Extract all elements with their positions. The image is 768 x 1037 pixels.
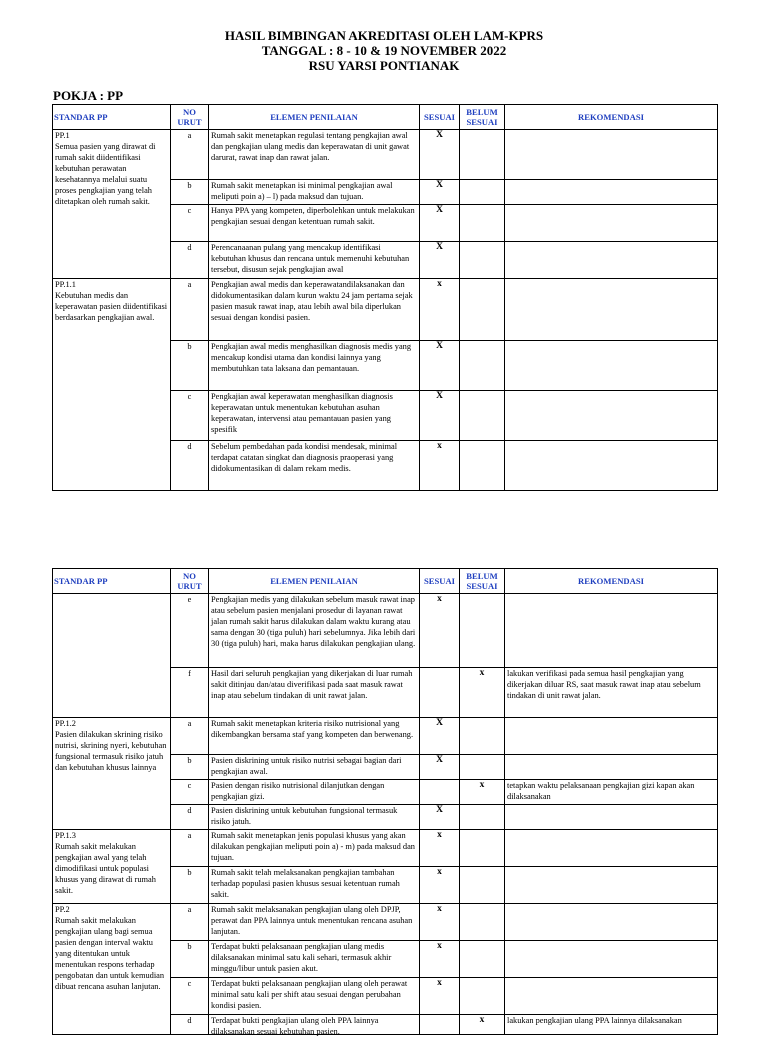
- pokja-label: POKJA : PP: [53, 88, 124, 103]
- standard-text: Kebutuhan medis dan keperawatan pasien diidentifikasi berdasarkan pengkajian awal.: [55, 291, 168, 322]
- belum-mark: x: [460, 668, 505, 718]
- no-urut: b: [171, 941, 209, 978]
- belum-mark: [460, 867, 505, 904]
- standard-cell: [53, 279, 171, 491]
- standard-code: PP.2: [55, 905, 70, 914]
- elemen-text: Pengkajian awal medis dan keperawatandilaksanakan dan didokumentasikan dalam kurun waktu 24 jam pertama sejak pasien masuk rawat inap, atau lebih awal bila diperlukan sesuai dengan kondisi pasien.: [209, 279, 420, 341]
- rekomendasi-text: [505, 242, 718, 279]
- col-no-urut: NO URUT: [171, 105, 209, 130]
- document-header: [0, 28, 768, 73]
- standard-code: PP.1: [55, 131, 70, 140]
- rekomendasi-text: [505, 594, 718, 668]
- sesuai-mark: X: [420, 180, 460, 205]
- elemen-text: Terdapat bukti pelaksanaan pengkajian ulang medis dilaksanakan minimal satu kali sehari, termasuk akhir minggu/libur untuk pasien akut.: [209, 941, 420, 978]
- elemen-text: Pasien dengan risiko nutrisional dilanjutkan dengan pengkajian gizi.: [209, 780, 420, 805]
- elemen-text: Pasien diskrining untuk risiko nutrisi sebagai bagian dari pengkajian awal.: [209, 755, 420, 780]
- elemen-text: Rumah sakit menetapkan jenis populasi khusus yang akan dilakukan pengkajian meliputi poin a) - m) pada maksud dan tujuan.: [209, 830, 420, 867]
- elemen-text: Pasien diskrining untuk kebutuhan fungsional termasuk risiko jatuh.: [209, 805, 420, 830]
- belum-mark: [460, 830, 505, 867]
- sesuai-mark: X: [420, 205, 460, 242]
- table-row: [53, 130, 718, 180]
- rekomendasi-text: [505, 755, 718, 780]
- belum-mark: [460, 130, 505, 180]
- belum-mark: [460, 941, 505, 978]
- sesuai-mark: X: [420, 130, 460, 180]
- no-urut: c: [171, 978, 209, 1015]
- rekomendasi-text: [505, 718, 718, 755]
- elemen-text: Sebelum pembedahan pada kondisi mendesak, minimal terdapat catatan singkat dan diagnosis praoperasi yang didokumentasikan di dalam rekam medis.: [209, 441, 420, 491]
- sesuai-mark: [420, 668, 460, 718]
- elemen-text: Pengkajian awal keperawatan menghasilkan diagnosis keperawatan untuk menentukan kebutuhan asuhan keperawatan, intervensi atau pemantauan pasien yang spesifik: [209, 391, 420, 441]
- belum-mark: [460, 242, 505, 279]
- sesuai-mark: x: [420, 441, 460, 491]
- col-rekomendasi: REKOMENDASI: [505, 105, 718, 130]
- standard-code: PP.1.3: [55, 831, 76, 840]
- elemen-text: Rumah sakit menetapkan regulasi tentang pengkajian awal dan pengkajian ulang medis dan keperawatan di unit gawat darurat, rawat inap dan rawat jalan.: [209, 130, 420, 180]
- table-header-row: [53, 569, 718, 594]
- sesuai-mark: X: [420, 718, 460, 755]
- no-urut: c: [171, 391, 209, 441]
- sesuai-mark: x: [420, 978, 460, 1015]
- belum-mark: [460, 279, 505, 341]
- header-hospital: RSU YARSI PONTIANAK: [308, 58, 460, 73]
- sesuai-mark: x: [420, 941, 460, 978]
- belum-mark: x: [460, 1015, 505, 1035]
- rekomendasi-text: [505, 978, 718, 1015]
- sesuai-mark: [420, 780, 460, 805]
- no-urut: b: [171, 341, 209, 391]
- no-urut: f: [171, 668, 209, 718]
- col-elemen: ELEMEN PENILAIAN: [209, 105, 420, 130]
- standard-code: PP.1.1: [55, 280, 76, 289]
- rekomendasi-text: [505, 341, 718, 391]
- table-row: [53, 904, 718, 941]
- standard-cell: [53, 830, 171, 904]
- belum-mark: [460, 205, 505, 242]
- col-belum-sesuai: BELUM SESUAI: [460, 105, 505, 130]
- sesuai-mark: x: [420, 830, 460, 867]
- standard-cell: [53, 594, 171, 718]
- elemen-text: Pengkajian awal medis menghasilkan diagnosis medis yang mencakup kondisi utama dan kondisi lainnya yang membutuhkan tata laksana dan pemantauan.: [209, 341, 420, 391]
- belum-mark: [460, 441, 505, 491]
- no-urut: d: [171, 1015, 209, 1035]
- elemen-text: Terdapat bukti pengkajian ulang oleh PPA lainnya dilaksanakan sesuai kebutuhan pasien.: [209, 1015, 420, 1035]
- sesuai-mark: X: [420, 755, 460, 780]
- standard-cell: [53, 718, 171, 830]
- col-standar: STANDAR PP: [53, 105, 171, 130]
- rekomendasi-text: [505, 205, 718, 242]
- elemen-text: Hasil dari seluruh pengkajian yang dikerjakan di luar rumah sakit ditinjau dan/atau diverifikasi pada saat masuk rawat inap atau sebelum tindakan di unit rawat jalan.: [209, 668, 420, 718]
- rekomendasi-text: [505, 391, 718, 441]
- sesuai-mark: x: [420, 904, 460, 941]
- standard-text: Rumah sakit melakukan pengkajian awal yang telah dimodifikasi untuk populasi khusus yang dirawat di rumah sakit.: [55, 842, 156, 895]
- belum-mark: [460, 594, 505, 668]
- sesuai-mark: X: [420, 805, 460, 830]
- col-no-urut: NO URUT: [171, 569, 209, 594]
- rekomendasi-text: [505, 805, 718, 830]
- sesuai-mark: X: [420, 341, 460, 391]
- no-urut: a: [171, 279, 209, 341]
- elemen-text: Pengkajian medis yang dilakukan sebelum masuk rawat inap atau sebelum pasien menjalani prosedur di layanan rawat jalan rumah sakit harus dilakukan dalam waktu kurang atau sama dengan 30 (tiga puluh) hari sebelumnya. Jika lebih dari 30 (tiga puluh) hari, maka harus dilakukan pengkajian ulang.: [209, 594, 420, 668]
- standard-code: PP.1.2: [55, 719, 76, 728]
- rekomendasi-text: [505, 279, 718, 341]
- rekomendasi-text: lakukan verifikasi pada semua hasil pengkajian yang dikerjakan diluar RS, saat masuk rawat inap atau sebelum tindakan di unit rawat jalan.: [505, 668, 718, 718]
- assessment-table-2: [52, 568, 718, 1035]
- no-urut: c: [171, 205, 209, 242]
- belum-mark: x: [460, 780, 505, 805]
- sesuai-mark: [420, 1015, 460, 1035]
- belum-mark: [460, 391, 505, 441]
- belum-mark: [460, 904, 505, 941]
- elemen-text: Hanya PPA yang kompeten, diperbolehkan untuk melakukan pengkajian sesuai dengan ketentuan rumah sakit.: [209, 205, 420, 242]
- rekomendasi-text: [505, 904, 718, 941]
- belum-mark: [460, 718, 505, 755]
- sesuai-mark: X: [420, 391, 460, 441]
- standard-text: Pasien dilakukan skrining risiko nutrisi, skrining nyeri, kebutuhan fungsional termasuk risiko jatuh dan kebutuhan khusus lainnya: [55, 730, 167, 772]
- col-belum-sesuai: BELUM SESUAI: [460, 569, 505, 594]
- no-urut: d: [171, 441, 209, 491]
- sesuai-mark: x: [420, 279, 460, 341]
- rekomendasi-text: lakukan pengkajian ulang PPA lainnya dilaksanakan: [505, 1015, 718, 1035]
- sesuai-mark: x: [420, 594, 460, 668]
- elemen-text: Rumah sakit menetapkan kriteria risiko nutrisional yang dikembangkan bersama staf yang kompeten dan berwenang.: [209, 718, 420, 755]
- table-header-row: [53, 105, 718, 130]
- header-date: TANGGAL : 8 - 10 & 19 NOVEMBER 2022: [261, 43, 507, 58]
- belum-mark: [460, 978, 505, 1015]
- table-row: [53, 279, 718, 341]
- rekomendasi-text: [505, 867, 718, 904]
- standard-cell: [53, 904, 171, 1035]
- assessment-table-1: [52, 104, 718, 491]
- elemen-text: Perencanaanan pulang yang mencakup identifikasi kebutuhan khusus dan rencana untuk memenuhi kebutuhan tersebut, disusun sejak pengkajian awal: [209, 242, 420, 279]
- belum-mark: [460, 755, 505, 780]
- header-title: HASIL BIMBINGAN AKREDITASI OLEH LAM-KPRS: [224, 28, 544, 43]
- belum-mark: [460, 341, 505, 391]
- table-row: [53, 594, 718, 668]
- elemen-text: Rumah sakit menetapkan isi minimal pengkajian awal meliputi poin a) – l) pada maksud dan tujuan.: [209, 180, 420, 205]
- sesuai-mark: X: [420, 242, 460, 279]
- no-urut: a: [171, 718, 209, 755]
- col-sesuai: SESUAI: [420, 105, 460, 130]
- no-urut: c: [171, 780, 209, 805]
- elemen-text: Rumah sakit telah melaksanakan pengkajian tambahan terhadap populasi pasien khusus sesuai ketentuan rumah sakit.: [209, 867, 420, 904]
- table-row: [53, 830, 718, 867]
- col-rekomendasi: REKOMENDASI: [505, 569, 718, 594]
- col-sesuai: SESUAI: [420, 569, 460, 594]
- rekomendasi-text: tetapkan waktu pelaksanaan pengkajian gizi kapan akan dilaksanakan: [505, 780, 718, 805]
- no-urut: d: [171, 242, 209, 279]
- sesuai-mark: x: [420, 867, 460, 904]
- rekomendasi-text: [505, 441, 718, 491]
- col-standar: STANDAR PP: [53, 569, 171, 594]
- no-urut: b: [171, 180, 209, 205]
- rekomendasi-text: [505, 941, 718, 978]
- no-urut: d: [171, 805, 209, 830]
- elemen-text: Terdapat bukti pelaksanaan pengkajian ulang oleh perawat minimal satu kali per shift atau sesuai dengan perubahan kondisi pasien.: [209, 978, 420, 1015]
- col-elemen: ELEMEN PENILAIAN: [209, 569, 420, 594]
- rekomendasi-text: [505, 130, 718, 180]
- standard-text: Rumah sakit melakukan pengkajian ulang bagi semua pasien dengan interval waktu yang ditentukan untuk menentukan respons terhadap pengobatan dan untuk kemudian dibuat rencana asuhan lanjutan.: [55, 916, 165, 991]
- no-urut: a: [171, 130, 209, 180]
- no-urut: b: [171, 867, 209, 904]
- belum-mark: [460, 180, 505, 205]
- standard-text: Semua pasien yang dirawat di rumah sakit diidentifikasi kebutuhan perawatan kesehatannya melalui suatu proses pengkajian yang telah ditetapkan oleh rumah sakit.: [55, 142, 156, 206]
- no-urut: a: [171, 830, 209, 867]
- rekomendasi-text: [505, 830, 718, 867]
- rekomendasi-text: [505, 180, 718, 205]
- table-row: [53, 718, 718, 755]
- belum-mark: [460, 805, 505, 830]
- no-urut: e: [171, 594, 209, 668]
- no-urut: a: [171, 904, 209, 941]
- standard-cell: [53, 130, 171, 279]
- elemen-text: Rumah sakit melaksanakan pengkajian ulang oleh DPJP, perawat dan PPA lainnya untuk menentukan rencana asuhan lanjutan.: [209, 904, 420, 941]
- no-urut: b: [171, 755, 209, 780]
